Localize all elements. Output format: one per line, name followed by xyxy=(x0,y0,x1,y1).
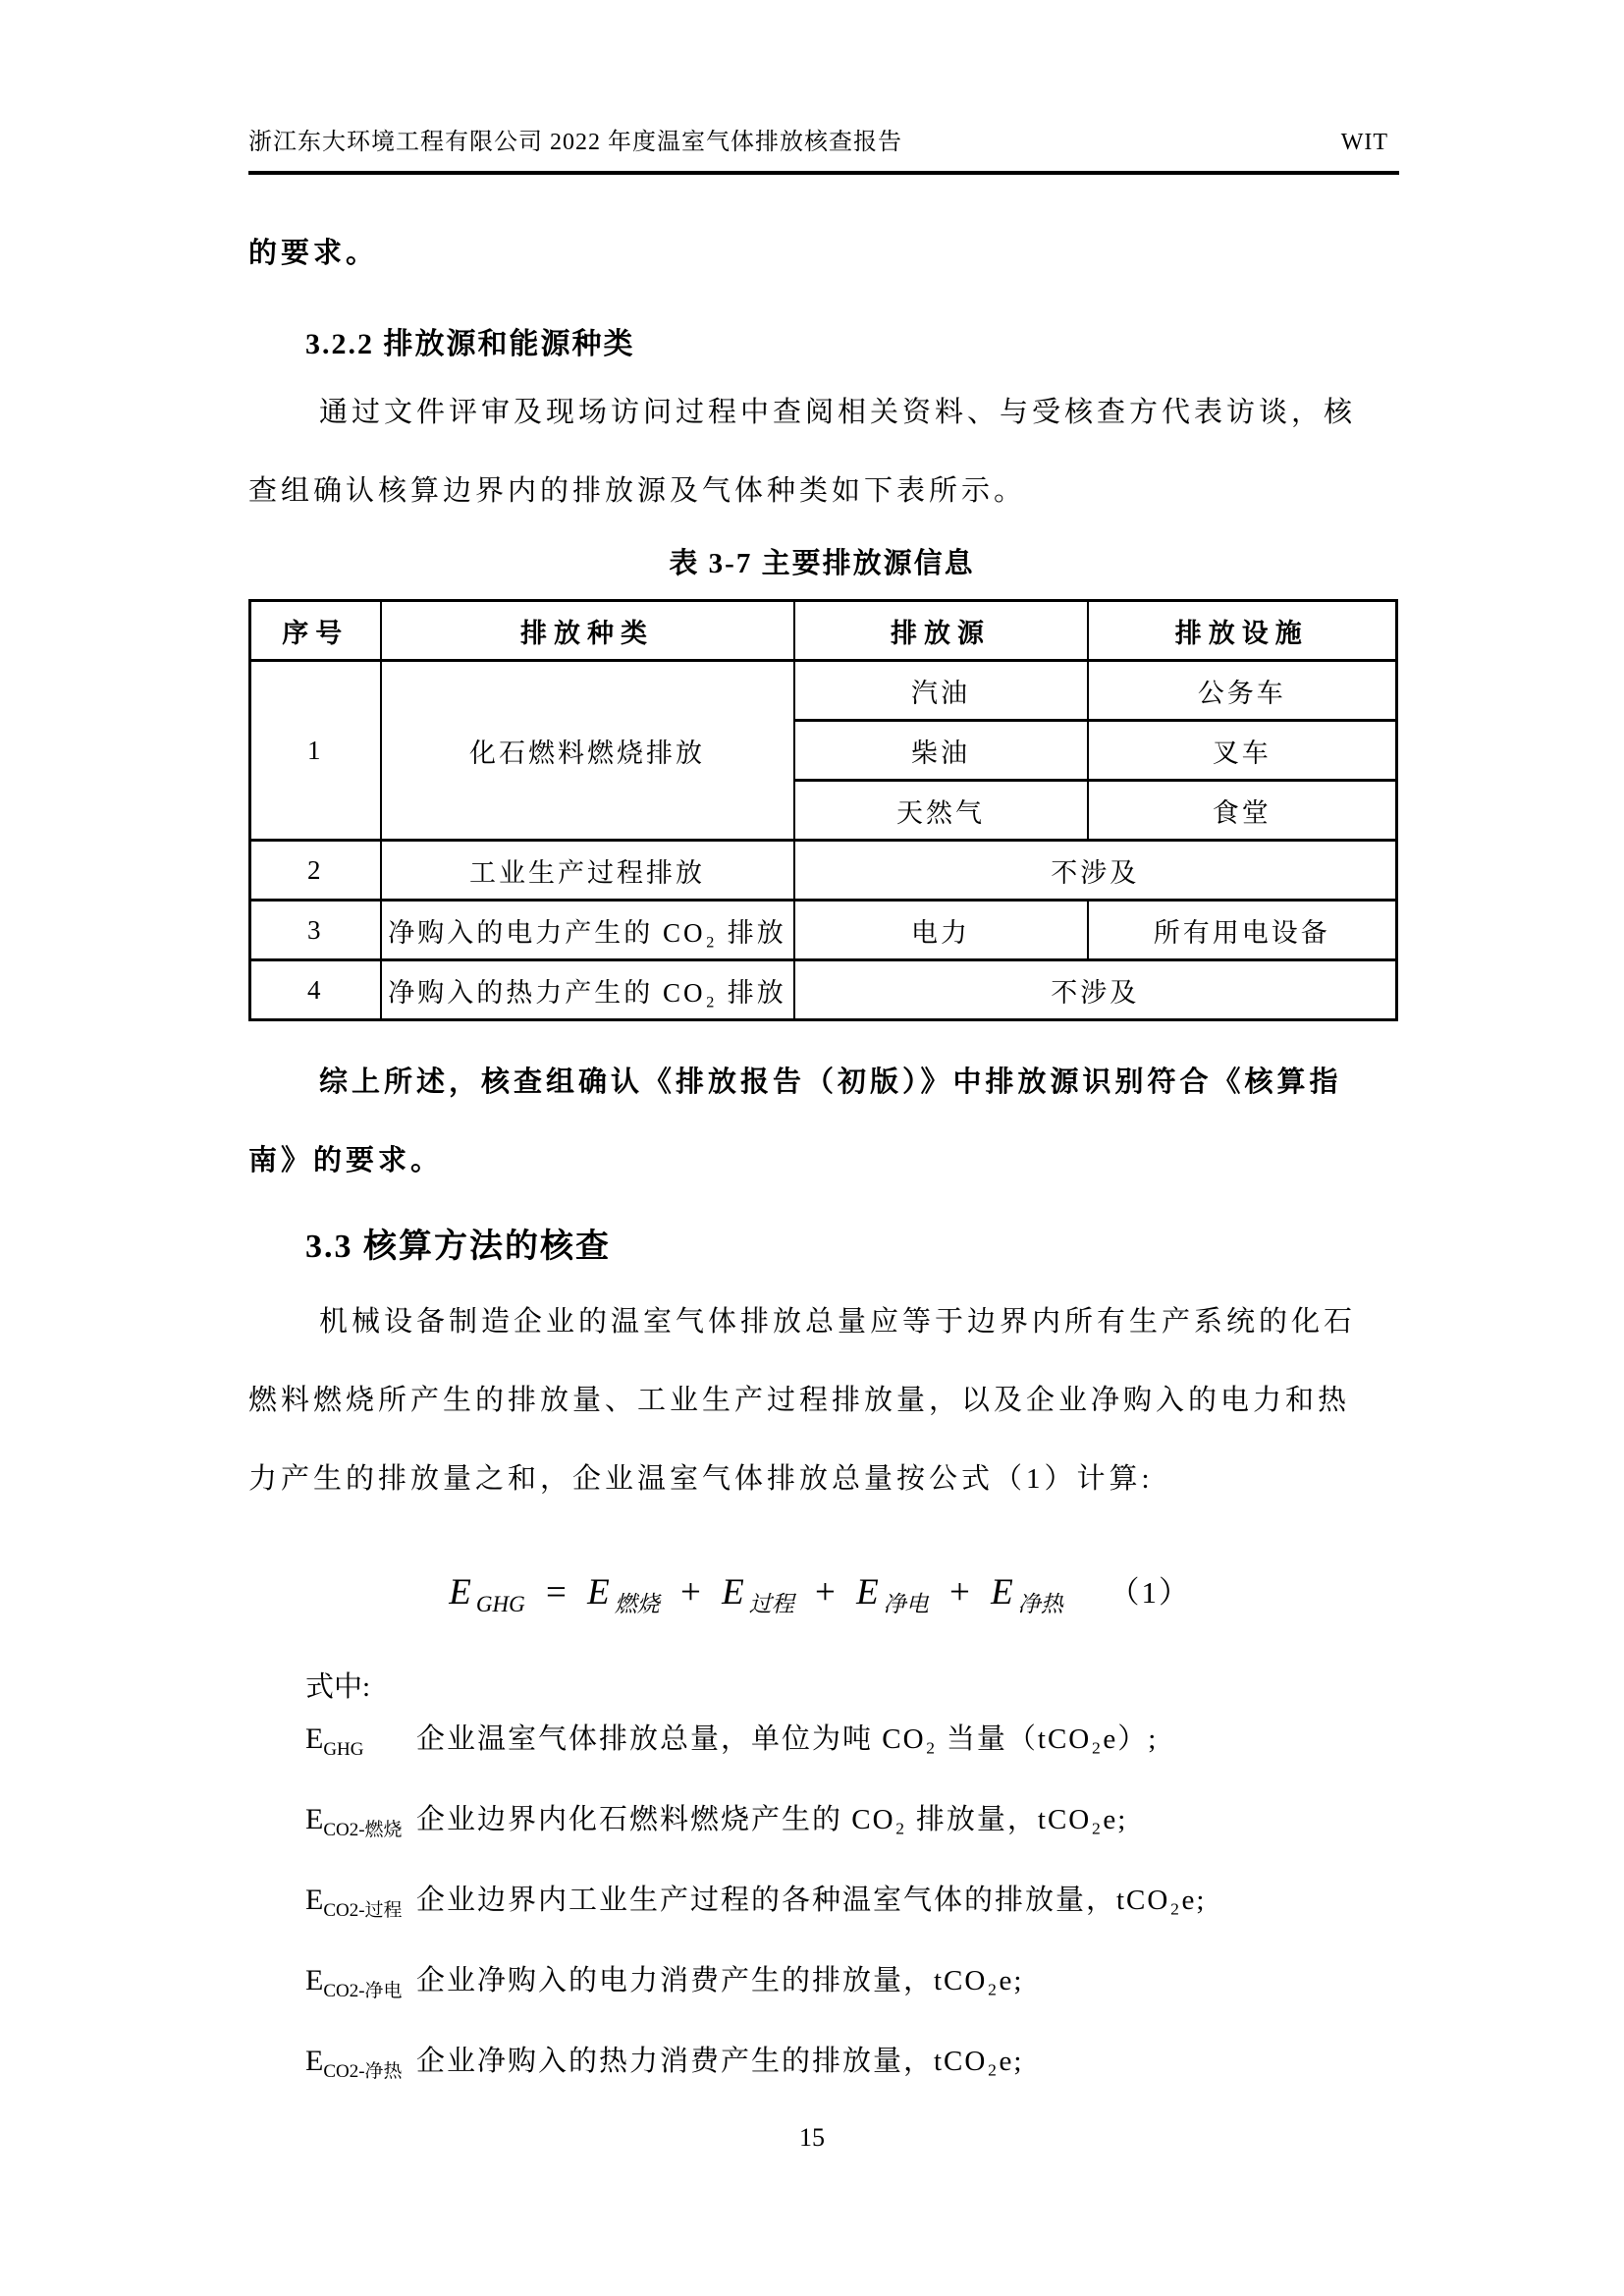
summary-paragraph xyxy=(248,1043,1395,1200)
definition-row xyxy=(248,2039,1395,2119)
symbol-sub: GHG xyxy=(323,1739,364,1760)
formula-lhs-base: E xyxy=(449,1572,471,1613)
plus-sign: + xyxy=(814,1572,836,1613)
paragraph-line: 力产生的排放量之和，企业温室气体排放总量按公式（1）计算: xyxy=(248,1463,1154,1495)
table-row xyxy=(250,661,1397,721)
formula-term-base: E xyxy=(856,1572,879,1613)
definition-symbol xyxy=(305,1884,416,1922)
th-type: 排放种类 xyxy=(381,601,794,661)
section-heading-322: 3.2.2 排放源和能源种类 xyxy=(305,328,635,360)
formula-term-sub: 燃烧 xyxy=(614,1592,660,1617)
equation-number: （1） xyxy=(1109,1575,1191,1610)
cell-source: 天然气 xyxy=(794,781,1088,841)
cell-type-2: 工业生产过程排放 xyxy=(381,841,794,901)
definition-text: 企业净购入的电力消费产生的排放量，tCO₂e; xyxy=(416,1965,1024,1996)
cell-merged-4: 不涉及 xyxy=(794,960,1397,1020)
formula-term-sub: 净热 xyxy=(1017,1592,1063,1617)
formula-term-base: E xyxy=(991,1572,1013,1613)
cell-source: 柴油 xyxy=(794,721,1088,781)
cell-no-4: 4 xyxy=(250,960,381,1020)
formula-term-sub: 过程 xyxy=(748,1592,794,1617)
header-mark: WIT xyxy=(1340,130,1388,155)
definition-text: 企业边界内化石燃料燃烧产生的 CO₂ 排放量，tCO₂e; xyxy=(416,1804,1128,1835)
symbol-base: E xyxy=(305,1803,324,1835)
document-body xyxy=(248,214,1395,2119)
page-header xyxy=(248,122,1388,156)
definition-symbol xyxy=(305,1722,416,1761)
definition-row xyxy=(248,1958,1395,2039)
paragraph-line: 燃料燃烧所产生的排放量、工业生产过程排放量，以及企业净购入的电力和热 xyxy=(248,1385,1351,1416)
formula-term-base: E xyxy=(587,1572,610,1613)
th-source: 排放源 xyxy=(794,601,1088,661)
cell-no-2: 2 xyxy=(250,841,381,901)
paragraph-line: 通过文件评审及现场访问过程中查阅相关资料、与受核查方代表访谈，核 xyxy=(319,397,1357,428)
cell-no-1: 1 xyxy=(250,661,381,841)
cell-facility: 叉车 xyxy=(1088,721,1397,781)
definition-row xyxy=(248,1878,1395,1958)
where-label: 式中: xyxy=(305,1671,371,1703)
cell-merged-2: 不涉及 xyxy=(794,841,1397,901)
emission-source-table xyxy=(248,599,1398,1021)
table-row xyxy=(250,960,1397,1020)
paragraph-line: 机械设备制造企业的温室气体排放总量应等于边界内所有生产系统的化石 xyxy=(319,1306,1357,1338)
table-header-row xyxy=(250,601,1397,661)
cell-facility: 食堂 xyxy=(1088,781,1397,841)
paragraph-line: 南》的要求。 xyxy=(248,1145,444,1176)
symbol-base: E xyxy=(305,2045,324,2077)
cell-facility: 公务车 xyxy=(1088,661,1397,721)
table-row xyxy=(250,841,1397,901)
cell-no-3: 3 xyxy=(250,901,381,960)
th-no: 序号 xyxy=(250,601,381,661)
paragraph-33 xyxy=(248,1283,1395,1518)
symbol-base: E xyxy=(305,1884,324,1916)
header-title: 浙江东大环境工程有限公司 2022 年度温室气体排放核查报告 xyxy=(248,130,902,155)
cell-type-1: 化石燃料燃烧排放 xyxy=(381,661,794,841)
definition-text: 企业净购入的热力消费产生的排放量，tCO₂e; xyxy=(416,2046,1024,2077)
definition-text: 企业边界内工业生产过程的各种温室气体的排放量，tCO₂e; xyxy=(416,1885,1207,1916)
definition-symbol xyxy=(305,1964,416,2002)
cell-type-3: 净购入的电力产生的 CO₂ 排放 xyxy=(381,901,794,960)
cell-type-4: 净购入的热力产生的 CO₂ 排放 xyxy=(381,960,794,1020)
definition-symbol xyxy=(305,1803,416,1841)
th-facility: 排放设施 xyxy=(1088,601,1397,661)
symbol-base: E xyxy=(305,1964,324,1996)
section-heading-33: 3.3 核算方法的核查 xyxy=(305,1229,611,1265)
definition-symbol xyxy=(305,2045,416,2083)
header-rule xyxy=(248,171,1399,175)
formula-term-sub: 净电 xyxy=(883,1592,929,1617)
symbol-sub: CO2-净电 xyxy=(323,1981,403,2001)
definition-row xyxy=(248,1717,1395,1797)
cell-source: 汽油 xyxy=(794,661,1088,721)
ghg-formula xyxy=(449,1572,1063,1617)
paragraph-line: 查组确认核算边界内的排放源及气体种类如下表所示。 xyxy=(248,475,1027,507)
cell-source-3: 电力 xyxy=(794,901,1088,960)
intro-line: 的要求。 xyxy=(248,238,379,269)
cell-facility-3: 所有用电设备 xyxy=(1088,901,1397,960)
formula-term-base: E xyxy=(722,1572,744,1613)
symbol-base: E xyxy=(305,1722,324,1755)
definition-row xyxy=(248,1797,1395,1878)
table-caption: 表 3-7 主要排放源信息 xyxy=(669,548,975,579)
table-row xyxy=(250,901,1397,960)
paragraph-line: 综上所述，核查组确认《排放报告（初版）》中排放源识别符合《核算指 xyxy=(319,1066,1342,1098)
page-number: 15 xyxy=(799,2123,825,2152)
definition-text: 企业温室气体排放总量，单位为吨 CO₂ 当量（tCO₂e）; xyxy=(416,1723,1159,1755)
formula-lhs-sub: GHG xyxy=(475,1592,525,1617)
equals-sign: = xyxy=(546,1572,567,1613)
formula-block xyxy=(248,1544,1395,1642)
plus-sign: + xyxy=(948,1572,970,1613)
symbol-sub: CO2-过程 xyxy=(323,1900,403,1921)
paragraph-322 xyxy=(248,373,1395,530)
symbol-sub: CO2-净热 xyxy=(323,2061,403,2082)
symbol-sub: CO2-燃烧 xyxy=(323,1820,403,1840)
plus-sign: + xyxy=(679,1572,701,1613)
